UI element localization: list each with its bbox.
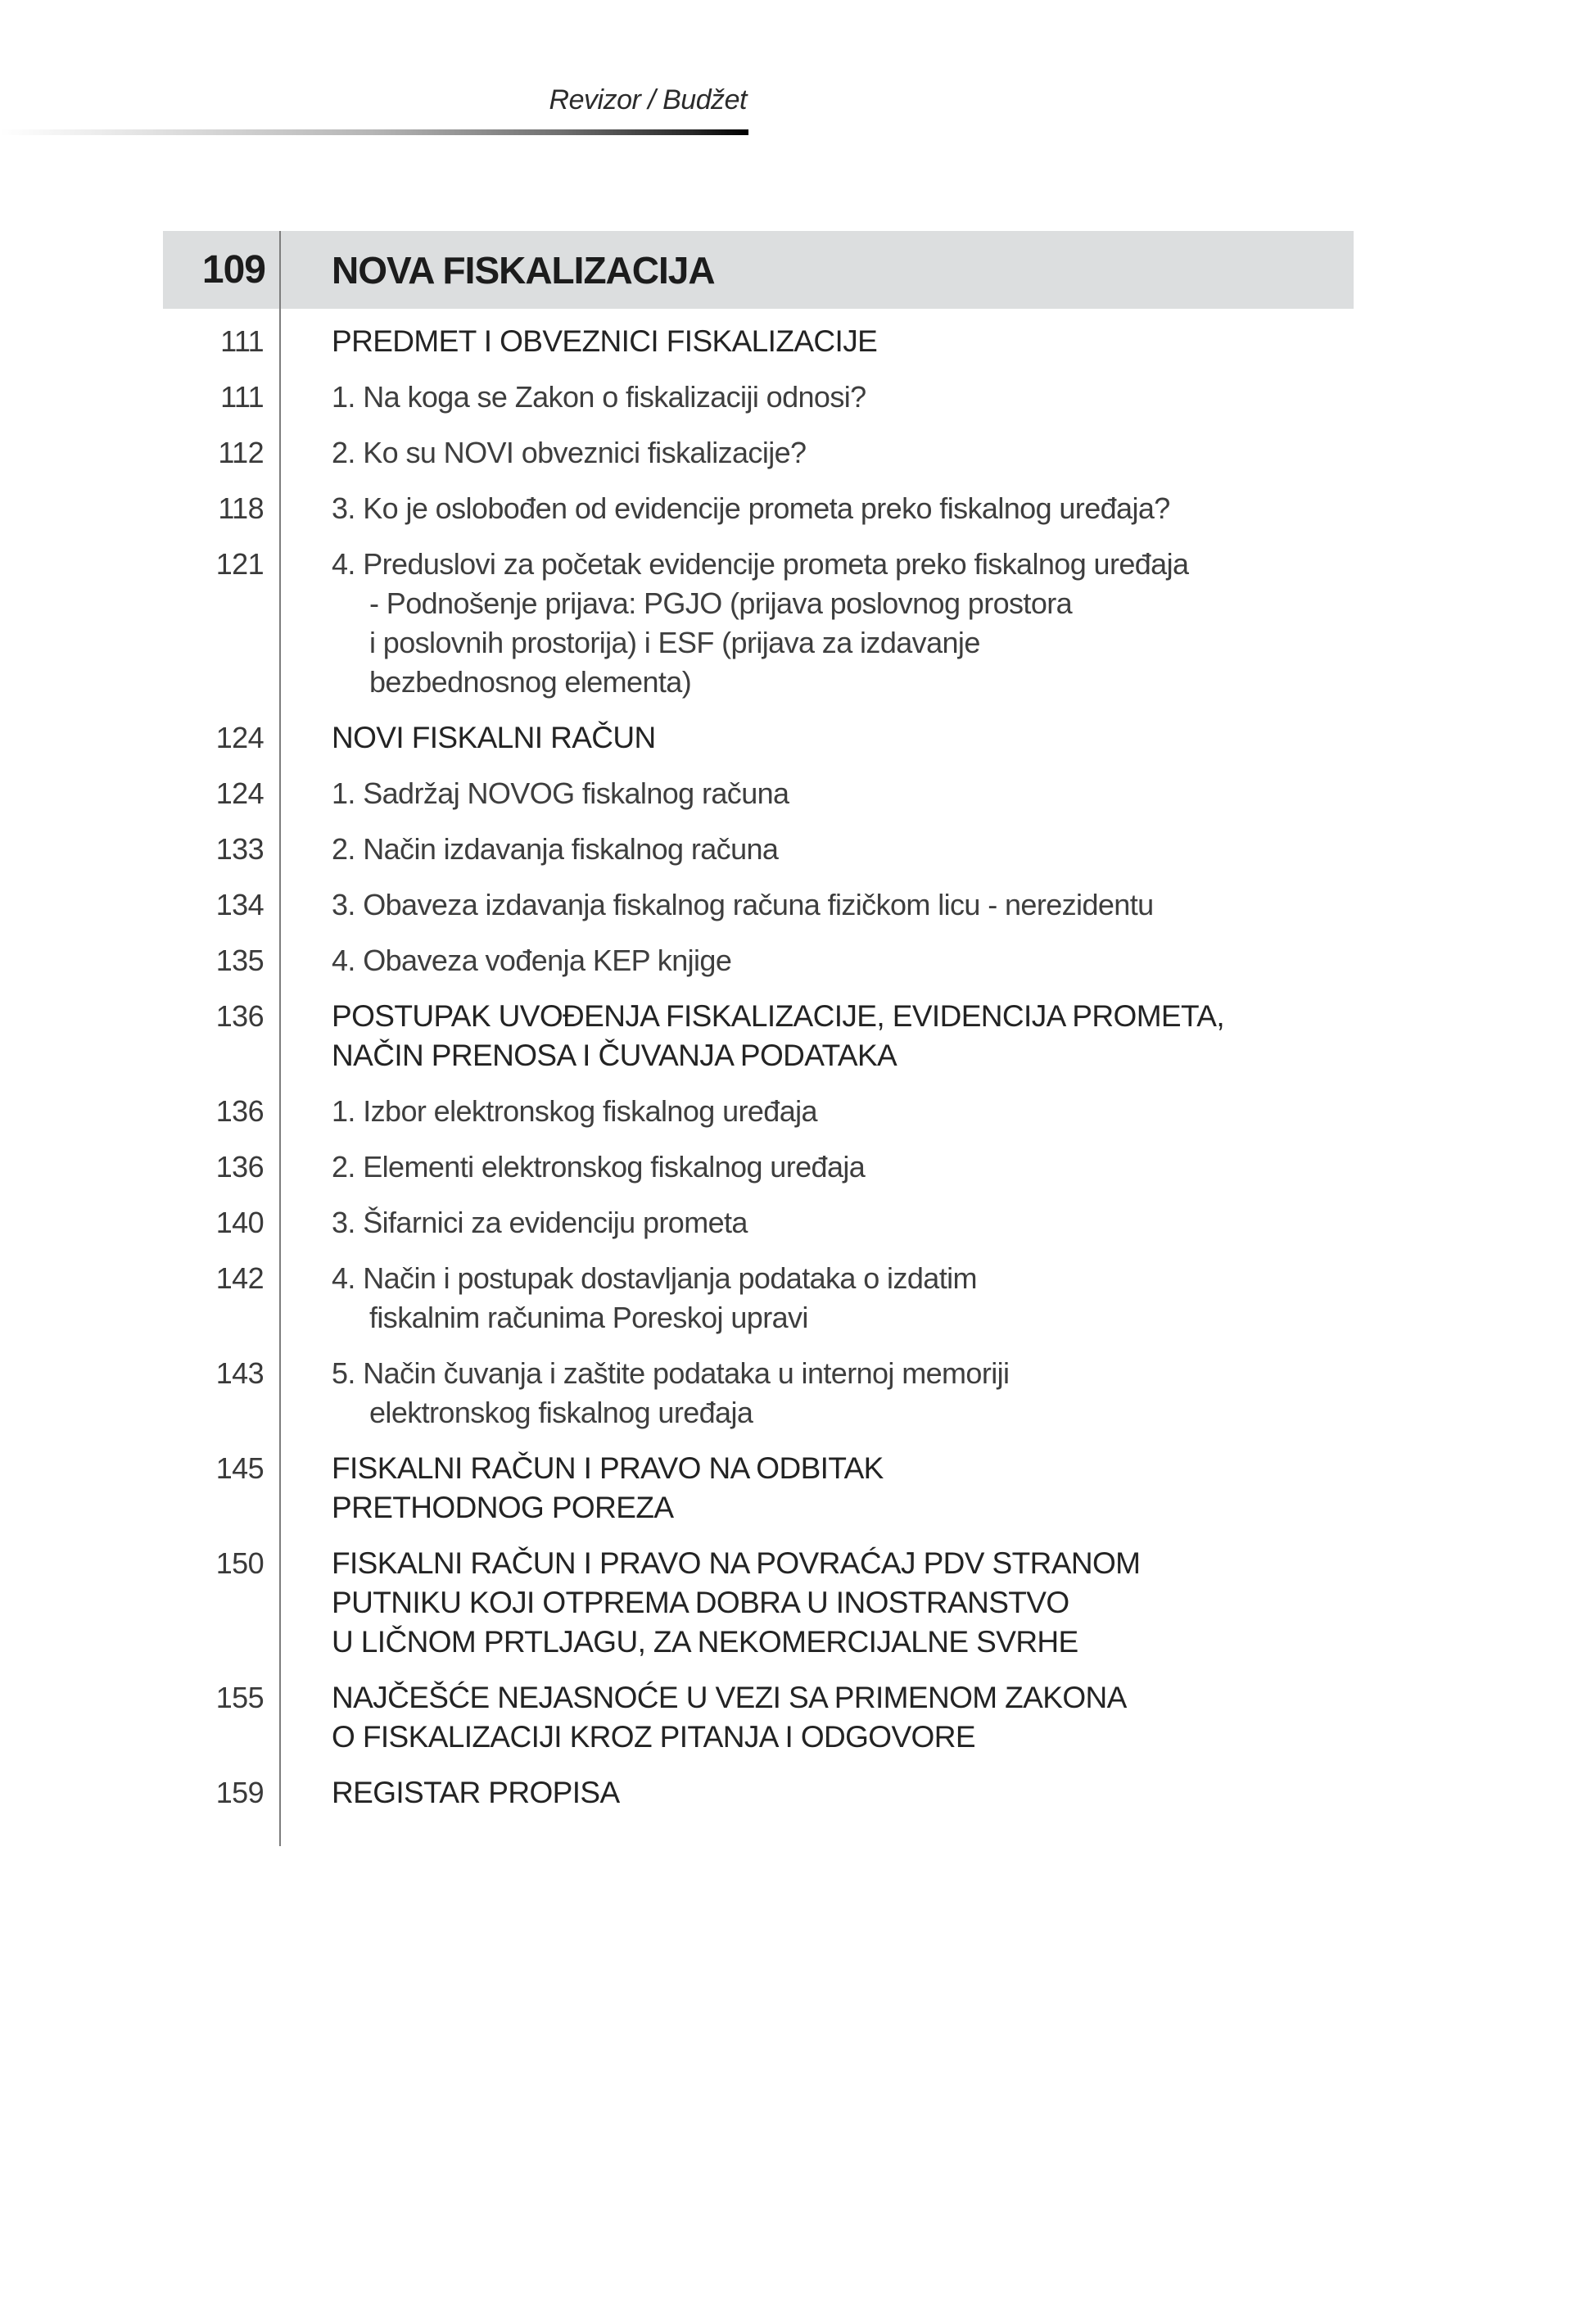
toc-entry: [0, 1354, 1596, 1433]
toc-entry-line: 4. Način i postupak dostavljanja podataka o izdatim: [332, 1261, 977, 1295]
toc-entry-line: FISKALNI RAČUN I PRAVO NA POVRAĆAJ PDV STRANOM: [332, 1546, 1141, 1580]
toc-entry-page-number: 143: [215, 1356, 264, 1390]
toc-entry-title: [281, 1147, 865, 1187]
toc-entry: [0, 1544, 1596, 1662]
toc-header-page-number: 109: [201, 248, 265, 292]
toc-entry: [0, 378, 1596, 417]
toc-entry: [0, 433, 1596, 473]
toc-entry-title: [281, 433, 806, 473]
toc-entry-page-number: 140: [215, 1206, 264, 1239]
masthead: [0, 0, 748, 135]
toc-entry-page-number: 124: [215, 776, 264, 810]
toc-entry-page-number: 150: [215, 1546, 264, 1580]
toc-entry-page-number: 121: [215, 547, 264, 581]
toc-entry-page-number: 136: [215, 999, 264, 1033]
toc-entry: [0, 1449, 1596, 1528]
toc-entry-line: 3. Obaveza izdavanja fiskalnog računa fizičkom licu - nerezidentu: [332, 888, 1154, 921]
toc-entry: [0, 1773, 1596, 1813]
toc-entry-title: [281, 997, 1224, 1075]
toc-entry-page-number: 142: [215, 1261, 264, 1295]
toc-entry-line: bezbednosnog elementa): [369, 665, 692, 699]
toc-entry: [0, 1092, 1596, 1131]
toc-entry-line: POSTUPAK UVOĐENJA FISKALIZACIJE, EVIDENCIJA PROMETA,: [332, 999, 1225, 1033]
toc-entry-line: REGISTAR PROPISA: [332, 1776, 620, 1809]
toc-entry-line: PREDMET I OBVEZNICI FISKALIZACIJE: [332, 324, 878, 358]
toc-entry-line: 1. Na koga se Zakon o fiskalizaciji odnosi?: [332, 380, 866, 414]
toc-entry-title: [281, 885, 1154, 925]
toc-entry-page-number: 136: [215, 1094, 264, 1128]
toc-entry: [0, 718, 1596, 758]
toc-entry-line: NOVI FISKALNI RAČUN: [332, 721, 656, 754]
toc-entry: [0, 1678, 1596, 1757]
toc-entry-page-number: 118: [218, 491, 264, 525]
toc-entry-title: [281, 1544, 1140, 1662]
toc-entry-title: [281, 1449, 884, 1528]
toc-entry-line: 5. Način čuvanja i zaštite podataka u internoj memoriji: [332, 1356, 1010, 1390]
toc-entry-title: [281, 1354, 1009, 1433]
toc-entry: [0, 997, 1596, 1075]
publication-title: Revizor / Budžet: [549, 84, 747, 115]
toc-entry-line: 2. Elementi elektronskog fiskalnog uređaja: [332, 1150, 866, 1184]
toc-entry: [0, 941, 1596, 980]
toc-header-title: NOVA FISKALIZACIJA: [332, 248, 715, 292]
toc-entry-line: 4. Obaveza vođenja KEP knjige: [332, 944, 732, 977]
toc-entries: [0, 309, 1596, 1813]
toc-entry-title: [281, 1092, 817, 1131]
toc-section-header-bar: [163, 231, 1354, 309]
toc-entry-page-number: 155: [215, 1681, 264, 1714]
toc-entry-line: NAČIN PRENOSA I ČUVANJA PODATAKA: [332, 1039, 897, 1072]
toc-entry-line: NAJČEŠĆE NEJASNOĆE U VEZI SA PRIMENOM ZAKONA: [332, 1681, 1127, 1714]
toc-entry-line: 2. Ko su NOVI obveznici fiskalizacije?: [332, 436, 807, 469]
toc-entry-page-number: 136: [215, 1150, 264, 1184]
toc-entry-title: [281, 489, 1170, 528]
toc-entry-page-number: 111: [220, 324, 264, 358]
toc-entry: [0, 774, 1596, 813]
table-of-contents: [0, 231, 1596, 1813]
toc-entry-line: elektronskog fiskalnog uređaja: [369, 1396, 753, 1429]
toc-entry: [0, 489, 1596, 528]
toc-entry-line: 1. Sadržaj NOVOG fiskalnog računa: [332, 776, 789, 810]
toc-entry: [0, 545, 1596, 702]
toc-entry-line: PUTNIKU KOJI OTPREMA DOBRA U INOSTRANSTVO: [332, 1586, 1069, 1619]
toc-entry-title: [281, 774, 789, 813]
toc-entry-line: 2. Način izdavanja fiskalnog računa: [332, 832, 779, 866]
toc-entry-page-number: 111: [220, 380, 264, 414]
toc-entry-title: [281, 1773, 620, 1813]
toc-entry-title: [281, 322, 877, 361]
toc-entry-title: [281, 545, 1188, 702]
toc-entry-title: [281, 830, 778, 869]
toc-entry-title: [281, 718, 656, 758]
toc-entry-page-number: 145: [215, 1451, 264, 1485]
toc-entry-line: 3. Šifarnici za evidenciju prometa: [332, 1206, 748, 1239]
toc-entry-title: [281, 1259, 977, 1338]
toc-entry-line: 3. Ko je oslobođen od evidencije prometa preko fiskalnog uređaja?: [332, 491, 1170, 525]
toc-entry-page-number: 159: [215, 1776, 264, 1809]
toc-entry-line: fiskalnim računima Poreskoj upravi: [369, 1301, 808, 1334]
toc-entry: [0, 1203, 1596, 1242]
toc-entry-line: 1. Izbor elektronskog fiskalnog uređaja: [332, 1094, 817, 1128]
toc-entry: [0, 1259, 1596, 1338]
toc-entry-title: [281, 378, 866, 417]
toc-entry-line: U LIČNOM PRTLJAGU, ZA NEKOMERCIJALNE SVRHE: [332, 1625, 1078, 1659]
toc-vertical-divider: [279, 231, 281, 1846]
toc-entry-page-number: 135: [215, 944, 264, 977]
toc-entry-line: 4. Preduslovi za početak evidencije prometa preko fiskalnog uređaja: [332, 547, 1189, 581]
toc-entry-page-number: 112: [218, 436, 264, 469]
toc-entry-title: [281, 941, 731, 980]
toc-entry: [0, 1147, 1596, 1187]
toc-entry-page-number: 133: [215, 832, 264, 866]
toc-entry-line: PRETHODNOG POREZA: [332, 1491, 674, 1524]
toc-entry-line: FISKALNI RAČUN I PRAVO NA ODBITAK: [332, 1451, 884, 1485]
toc-entry-title: [281, 1203, 748, 1242]
toc-entry-page-number: 134: [215, 888, 264, 921]
masthead-gradient-rule: [0, 129, 748, 135]
toc-entry: [0, 885, 1596, 925]
toc-entry: [0, 322, 1596, 361]
toc-entry-line: i poslovnih prostorija) i ESF (prijava za izdavanje: [369, 626, 980, 659]
toc-entry-page-number: 124: [215, 721, 264, 754]
toc-entry: [0, 830, 1596, 869]
toc-entry-line: O FISKALIZACIJI KROZ PITANJA I ODGOVORE: [332, 1720, 975, 1754]
toc-entry-title: [281, 1678, 1127, 1757]
toc-entry-line: - Podnošenje prijava: PGJO (prijava poslovnog prostora: [369, 586, 1073, 620]
